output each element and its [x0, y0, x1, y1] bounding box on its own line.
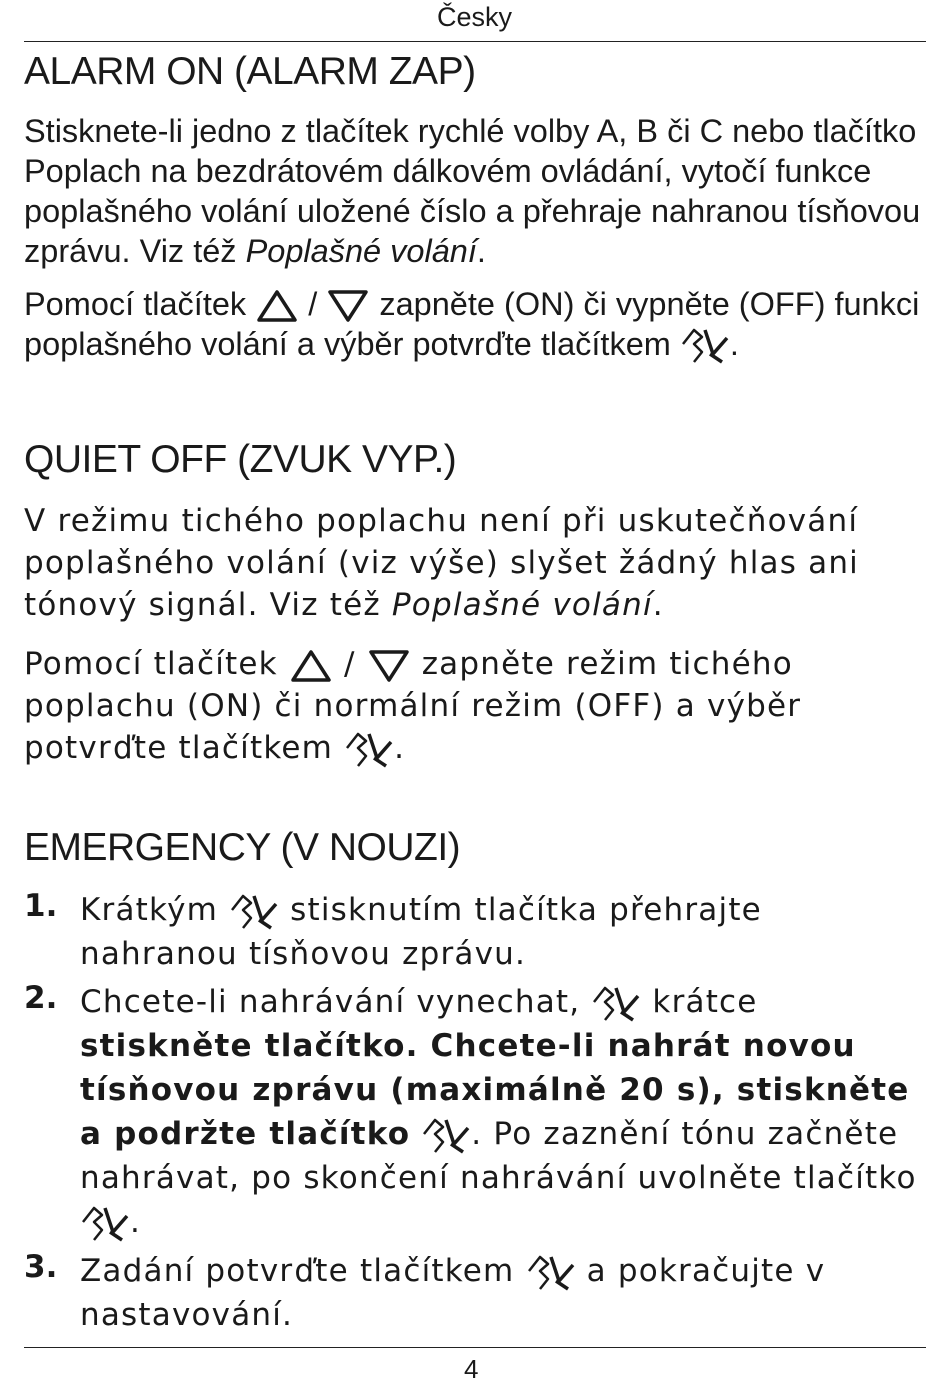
- section-quiet-off: [24, 438, 934, 482]
- item-bold-text: .: [405, 1028, 431, 1064]
- down-triangle-icon: [326, 289, 370, 323]
- slash: /: [299, 286, 327, 322]
- list-number: 3.: [24, 1249, 58, 1285]
- item-text: Chcete-li nahrávání vynechat,: [80, 984, 592, 1020]
- reference-link-text: Poplašné volání: [391, 587, 653, 623]
- page-number: 4: [464, 1354, 479, 1384]
- item-text: Krátkým: [80, 892, 230, 928]
- paragraph-text: Pomocí tlačítek: [24, 646, 289, 682]
- down-triangle-icon: [367, 649, 411, 683]
- list-number: 1.: [24, 888, 58, 924]
- slash: /: [332, 646, 367, 682]
- ok-handset-icon: [80, 1205, 130, 1243]
- paragraph-text: zapněte režim tichého poplachu (ON) či normální režim (OFF) a výběr potvrďte tlačítkem: [24, 646, 802, 766]
- up-triangle-icon: [289, 649, 333, 683]
- item-text: a pokračujte v nastavování.: [80, 1253, 826, 1333]
- punct: .: [476, 233, 486, 269]
- ok-handset-icon: [680, 327, 730, 365]
- item-bold-text: Chcete-li nahrát novou tísňovou zprávu (maximálně 20 s), stiskněte a podržte tlačítko: [80, 1028, 910, 1152]
- item-text: krátce: [641, 984, 758, 1020]
- quiet-off-paragraph-2: [24, 643, 934, 769]
- item-text: stisknutím tlačítka přehrajte nahranou tísňovou zprávu.: [80, 892, 762, 972]
- ok-handset-icon: [421, 1117, 471, 1155]
- alarm-on-paragraph-1: [24, 111, 934, 271]
- punct: .: [729, 326, 739, 362]
- paragraph-text: Stisknete-li jedno z tlačítek rychlé volby A, B či C nebo tlačítko Poplach na bezdrátovém dálkovém ovládání, vytočí funkce poplašného volání uložené číslo a přehraje nahranou tísňovou zprávu. Viz též: [24, 113, 921, 269]
- ok-handset-icon: [229, 893, 279, 931]
- punct: .: [394, 730, 406, 766]
- reference-link-text: Poplašné volání: [245, 233, 477, 269]
- up-triangle-icon: [255, 289, 299, 323]
- section-title: QUIET OFF (ZVUK VYP.): [24, 438, 457, 481]
- paragraph-text: Pomocí tlačítek: [24, 286, 256, 322]
- top-divider: [24, 41, 926, 42]
- alarm-on-paragraph-2: [24, 284, 934, 365]
- section-emergency: [24, 826, 934, 870]
- ok-handset-icon: [591, 985, 641, 1023]
- section-title: ALARM ON (ALARM ZAP): [24, 50, 476, 93]
- paragraph-text: zapněte (ON) či vypněte (OFF) funkci poplašného volání a výběr potvrďte tlačítkem: [24, 286, 920, 362]
- paragraph-text: V režimu tichého poplachu není při uskutečňování poplašného volání (viz výše) slyšet žádný hlas ani tónový signál. Viz též: [24, 503, 859, 623]
- space: [410, 1116, 421, 1152]
- item-text: . Po zaznění tónu začněte nahrávat, po skončení nahrávání uvolněte tlačítko: [80, 1116, 917, 1196]
- punct: .: [652, 587, 664, 623]
- quiet-off-paragraph-1: [24, 500, 934, 626]
- section-alarm-on: [24, 50, 934, 94]
- ok-handset-icon: [344, 731, 394, 769]
- item-text: Zadání potvrďte tlačítkem: [80, 1253, 526, 1289]
- section-title: EMERGENCY (V NOUZI): [24, 826, 461, 869]
- language-label: Česky: [437, 2, 513, 32]
- bottom-divider: [24, 1347, 926, 1348]
- item-bold-text: stiskněte tlačítko: [80, 1028, 406, 1064]
- punct: .: [130, 1204, 142, 1240]
- ok-handset-icon: [526, 1254, 576, 1292]
- list-number: 2.: [24, 980, 58, 1016]
